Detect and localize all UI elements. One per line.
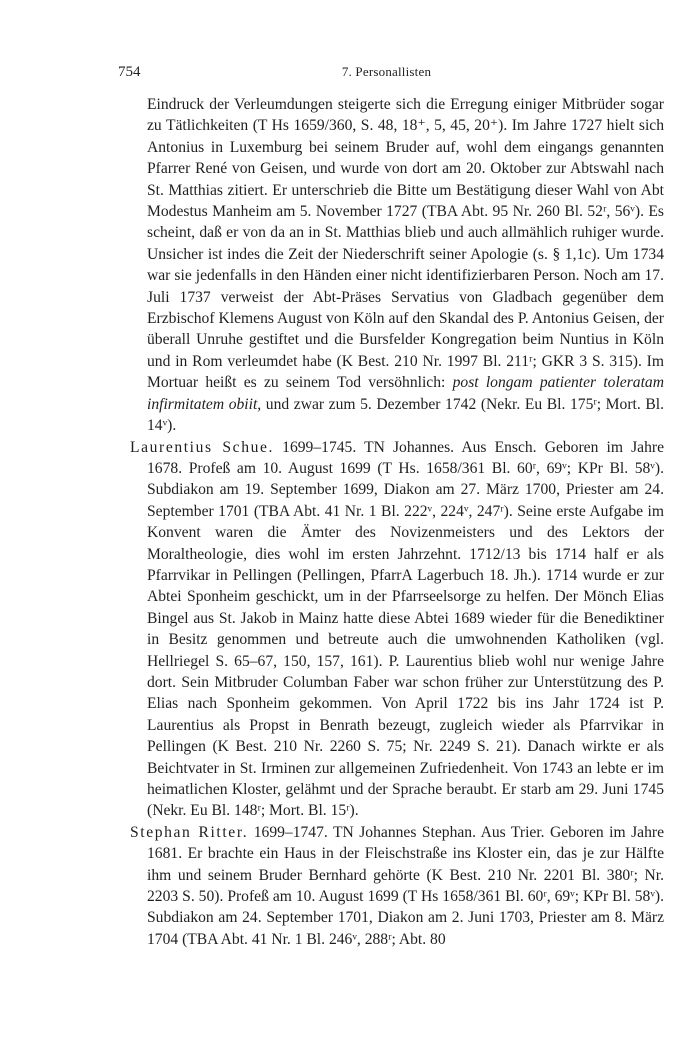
continuation-paragraph — [118, 94, 664, 437]
entry-text: 1699–1745. TN Johannes. Aus Ensch. Geboren im Jahre 1678. Profeß am 10. August 1699 (T Hs. 1658/361 Bl. 60ʳ, 69ᵛ; KPr Bl. 58ᵛ). Subdiakon am 19. September 1699, Diakon am 27. März 1700, Priester am 24. September 1701 (TBA Abt. 41 Nr. 1 Bl. 222ᵛ, 224ᵛ, 247ʳ). Seine erste Aufgabe im Konvent waren die Ämter des Novizenmeisters und des Lektors der Moraltheologie, dies wohl im ersten Jahrzehnt. 1712/13 bis 1714 half er als Pfarrvikar in Pellingen (Pellingen, PfarrA Lagerbuch 18. Jh.). 1714 wurde er zur Abtei Sponheim geschickt, um in der Pfarrseelsorge zu helfen. Der Mönch Elias Bingel aus St. Jakob in Mainz hatte diese Abtei 1689 wieder für die Benediktiner in Besitz genommen und betreute auch die umwohnenden Katholiken (vgl. Hellriegel S. 65–67, 150, 157, 161). P. Laurentius blieb wohl nur wenige Jahre dort. Sein Mitbruder Columban Faber war schon früher zur Unterstützung des P. Elias nach Sponheim gekommen. Von April 1722 bis ins Jahr 1724 ist P. Laurentius als Propst in Benrath bezeugt, zugleich wieder als Pfarrvikar in Pellingen (K Best. 210 Nr. 2260 S. 75; Nr. 2249 S. 21). Danach wirkte er als Beichtvater in St. Irminen zur allgemeinen Zufriedenheit. Von 1743 an lebte er im heimatlichen Kloster, gelähmt und der Sprache beraubt. Er starb am 29. Juni 1745 (Nekr. Eu Bl. 148ʳ; Mort. Bl. 15ʳ). — [147, 438, 665, 820]
entry-stephan-ritter — [118, 822, 664, 950]
body-text — [118, 94, 664, 950]
entry-name: Laurentius Schue. — [130, 438, 275, 456]
continuation-end: und zwar zum 5. Dezember 1742 (Nekr. Eu Bl. 175ʳ; Mort. Bl. 14ᵛ). — [147, 395, 664, 435]
page-number: 754 — [118, 64, 141, 80]
latin-quote: post longam patienter toleratam infirmitatem obiit, — [147, 374, 664, 413]
page-header — [118, 64, 655, 84]
entry-text: 1699–1747. TN Johannes Stephan. Aus Trier. Geboren im Jahre 1681. Er brachte ein Haus in der Fleischstraße ins Kloster ein, das je zur Hälfte ihm und seinem Bruder Bernhard gehörte (K Best. 210 Nr. 2201 Bl. 380ʳ; Nr. 2203 S. 50). Profeß am 10. August 1699 (T Hs 1658/361 Bl. 60ʳ, 69ᵛ; KPr Bl. 58ᵛ). Subdiakon am 24. September 1701, Diakon am 2. Juni 1703, Priester am 8. März 1704 (TBA Abt. 41 Nr. 1 Bl. 246ᵛ, 288ʳ; Abt. 80 — [147, 823, 665, 948]
entry-name: Stephan Ritter. — [130, 823, 249, 841]
continuation-text: Eindruck der Verleumdungen steigerte sich die Erregung einiger Mitbrüder sogar zu Tätlichkeiten (T Hs 1659/360, S. 48, 18⁺, 5, 45, 20⁺). Im Jahre 1727 hielt sich Antonius in Luxemburg bei seinem Bruder auf, wohl dem eingangs genannten Pfarrer René von Geisen, und wurde von dort am 20. Oktober zur Abtswahl nach St. Matthias zitiert. Er unterschrieb die Bitte um Bestätigung dieser Wahl von Abt Modestus Manheim am 5. November 1727 (TBA Abt. 95 Nr. 260 Bl. 52ʳ, 56ᵛ). Es scheint, daß er von da an in St. Matthias blieb und auch allmählich ruhiger wurde. Unsicher ist indes die Zeit der Niederschrift seiner Apologie (s. § 1,1c). Um 1734 war sie jedenfalls in den Händen einer nicht identifizierbaren Person. Noch am 17. Juli 1737 verweist der Abt-Präses Servatius von Gladbach gegenüber dem Erzbischof Klemens August von Köln auf den Skandal des P. Antonius Geisen, der überall Unruhe gestiftet und die Bursfelder Kongregation beim Nuntius in Köln und in Rom verleumdet habe (K Best. 210 Nr. 1997 Bl. 211ʳ; GKR 3 S. 315). Im Mortuar heißt es zu seinem Tod versöhnlich: — [147, 96, 664, 392]
entry-laurentius-schue — [118, 437, 664, 822]
running-title: 7. Personallisten — [341, 64, 432, 79]
